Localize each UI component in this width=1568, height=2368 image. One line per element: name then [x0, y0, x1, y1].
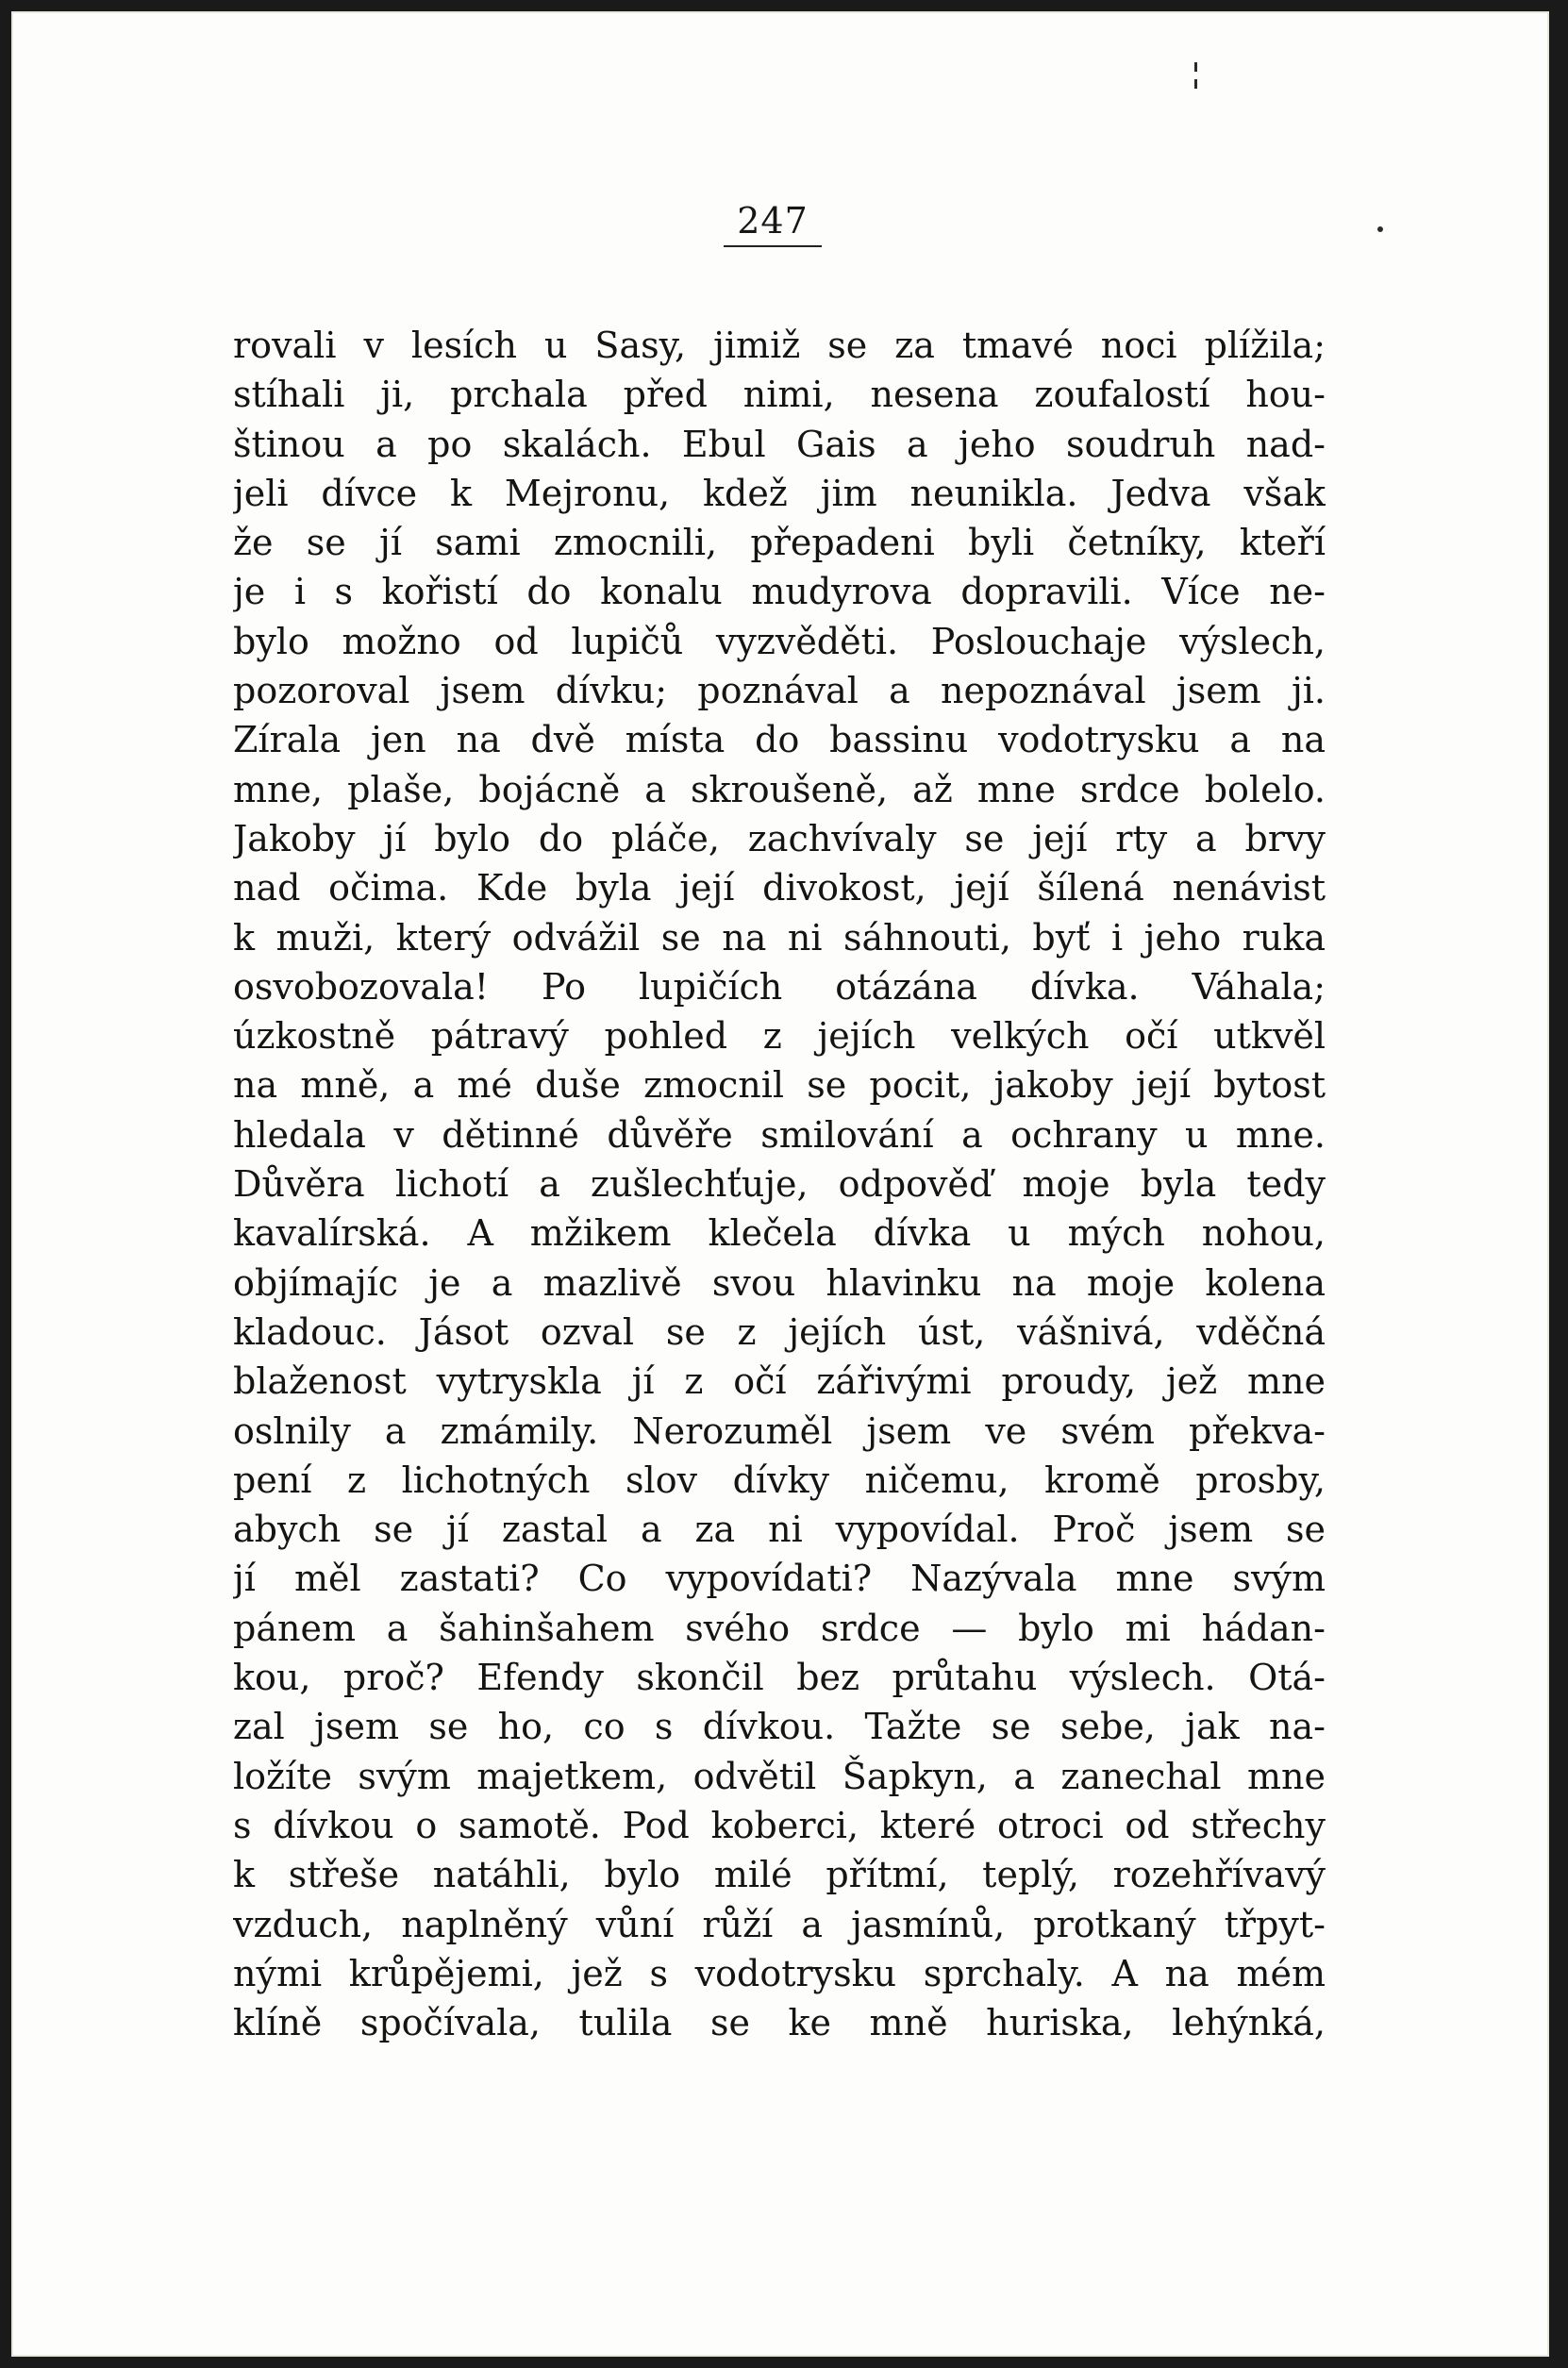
- text-line: objímajíc je a mazlivě svou hlavinku na moje kolena: [233, 1261, 1326, 1304]
- text-line: k střeše natáhli, bylo milé přítmí, teplý, rozehřívavý: [233, 1854, 1326, 1896]
- text-line: k muži, který odvážil se na ni sáhnouti, byť i jeho ruka: [233, 916, 1326, 959]
- text-line: je i s kořistí do konalu mudyrova dopravili. Více ne-: [233, 571, 1326, 613]
- text-line: Důvěra lichotí a zušlechťuje, odpověď moje byla tedy: [233, 1163, 1326, 1206]
- text-line: kladouc. Jásot ozval se z jejích úst, vášnivá, vděčná: [233, 1310, 1326, 1353]
- scan-speck: [1194, 79, 1197, 89]
- text-line: štinou a po skalách. Ebul Gais a jeho soudruh nad-: [233, 423, 1326, 465]
- text-line: nými krůpějemi, jež s vodotrysku sprchaly. A na mém: [233, 1952, 1326, 1994]
- text-line: klíně spočívala, tulila se ke mně huriska, lehýnká,: [233, 2002, 1326, 2044]
- text-line: kavalírská. A mžikem klečela dívka u mých nohou,: [233, 1212, 1326, 1255]
- text-line: mne, plaše, bojácně a skroušeně, až mne srdce bolelo.: [233, 768, 1326, 810]
- text-line: jeli dívce k Mejronu, kdež jim neunikla. Jedva však: [233, 472, 1326, 514]
- text-line: že se jí sami zmocnili, přepadeni byli četníky, kteří: [233, 522, 1326, 564]
- text-line: jí měl zastati? Co vypovídati? Nazývala mne svým: [233, 1558, 1326, 1600]
- text-line: blaženost vytryskla jí z očí zářivými proudy, jež mne: [233, 1360, 1326, 1403]
- scan-speck: [1377, 226, 1383, 232]
- text-line: rovali v lesích u Sasy, jimiž se za tmavé noci plížila;: [233, 325, 1326, 366]
- page-header: [11, 200, 1549, 247]
- text-line: s dívkou o samotě. Pod koberci, které otroci od střechy: [233, 1804, 1326, 1846]
- text-line: kou, proč? Efendy skončil bez průtahu výslech. Otá-: [233, 1657, 1326, 1699]
- page-number: 247: [724, 200, 822, 247]
- text-line: stíhali ji, prchala před nimi, nesena zoufalostí hou-: [233, 374, 1326, 416]
- scan-speck: [1194, 62, 1197, 72]
- text-line: zal jsem se ho, co s dívkou. Tažte se sebe, jak na-: [233, 1706, 1326, 1748]
- text-line: oslnily a zmámily. Nerozuměl jsem ve svém překva-: [233, 1409, 1326, 1452]
- text-line: na mně, a mé duše zmocnil se pocit, jakoby její bytost: [233, 1064, 1326, 1107]
- body-text: [233, 321, 1326, 2047]
- text-line: Zírala jen na dvě místa do bassinu vodotrysku a na: [233, 719, 1326, 761]
- text-line: pení z lichotných slov dívky ničemu, kromě prosby,: [233, 1459, 1326, 1501]
- text-line: abych se jí zastal a za ni vypovídal. Proč jsem se: [233, 1509, 1326, 1551]
- text-line: Jakoby jí bylo do pláče, zachvívaly se její rty a brvy: [233, 817, 1326, 859]
- book-page: [11, 11, 1549, 2357]
- text-line: vzduch, naplněný vůní růží a jasmínů, protkaný třpyt-: [233, 1903, 1326, 1945]
- text-line: pánem a šahinšahem svého srdce — bylo mi hádan-: [233, 1607, 1326, 1649]
- text-line: hledala v dětinné důvěře smilování a ochrany u mne.: [233, 1113, 1326, 1156]
- text-line: úzkostně pátravý pohled z jejích velkých očí utkvěl: [233, 1015, 1326, 1058]
- text-line: pozoroval jsem dívku; poznával a nepoznával jsem ji.: [233, 670, 1326, 712]
- text-line: osvobozovala! Po lupičích otázána dívka. Váhala;: [233, 965, 1326, 1008]
- text-line: bylo možno od lupičů vyzvěděti. Poslouchaje výslech,: [233, 620, 1326, 662]
- text-line: nad očima. Kde byla její divokost, její šílená nenávist: [233, 867, 1326, 909]
- text-line: ložíte svým majetkem, odvětil Šapkyn, a zanechal mne: [233, 1755, 1326, 1797]
